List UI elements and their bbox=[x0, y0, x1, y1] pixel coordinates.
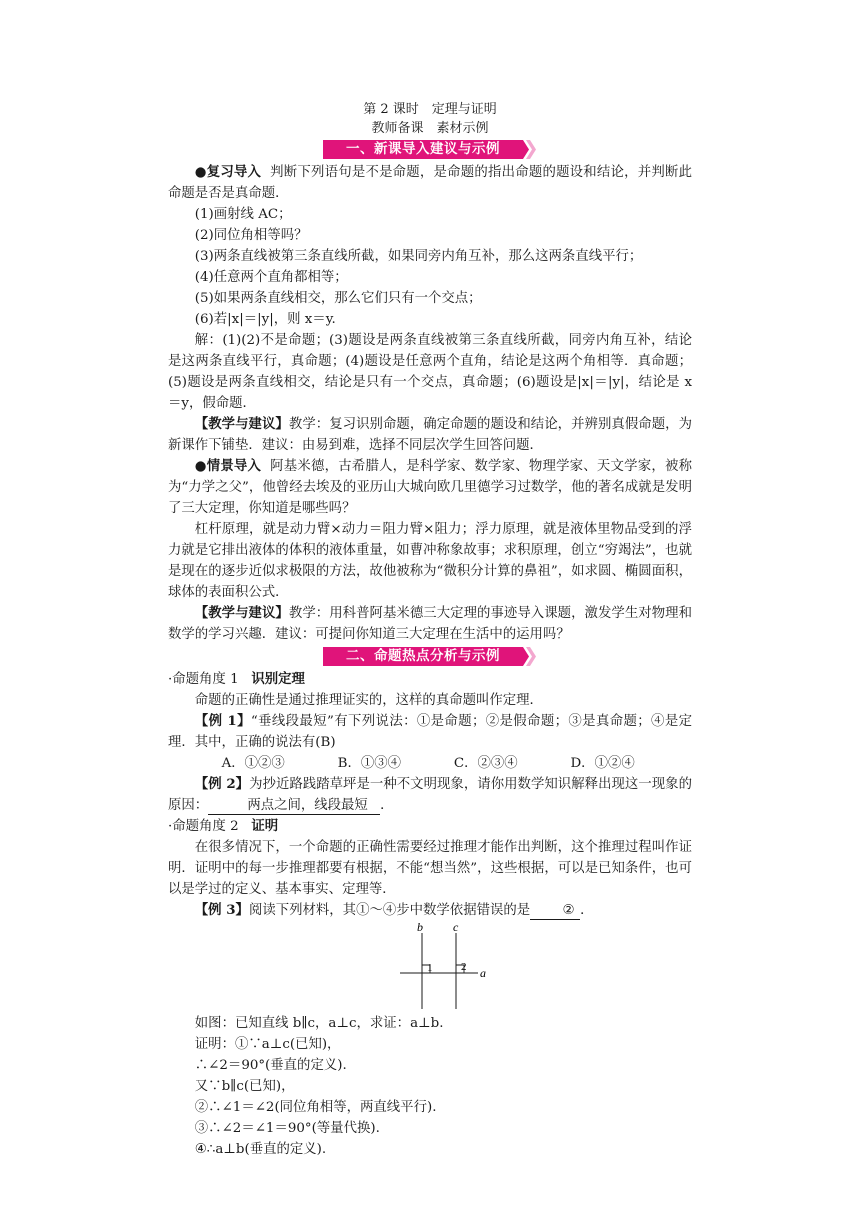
review-label: ●复习导入 bbox=[194, 164, 262, 180]
angle-2-title: 证明 bbox=[251, 818, 279, 834]
label-c: c bbox=[453, 921, 459, 934]
label-angle-1: 1 bbox=[427, 962, 433, 974]
scene-advice-label: 【教学与建议】 bbox=[194, 605, 289, 621]
geometry-figure bbox=[168, 921, 692, 1013]
scene-advice-text: 教学：用科普阿基米德三大定理的事迹导入课题，激发学生对物理和数学的学习兴趣．建议：可提问你知道三大定理在生活中的运用吗？ bbox=[168, 606, 693, 642]
proof-line-5: ③∴∠2＝∠1＝90°(等量代换). bbox=[194, 1121, 380, 1136]
proof-line-4: ②∴∠1＝∠2(同位角相等，两直线平行). bbox=[194, 1100, 437, 1115]
example-3-end: ． bbox=[580, 903, 594, 918]
review-advice-text: 教学：复习识别命题，确定命题的题设和结论，并辨别真假命题，为新课作下铺垫．建议：由易到难，选择不同层次学生回答问题． bbox=[168, 417, 693, 453]
proof-line-1: 证明：①∵a⊥c(已知)， bbox=[194, 1037, 341, 1052]
review-item-1: (1)画射线 AC； bbox=[194, 207, 292, 222]
scene-advice bbox=[168, 603, 692, 645]
option-a: A．①②③ bbox=[221, 756, 285, 771]
section-banner-2 bbox=[323, 647, 537, 666]
section-banner-1-text: 一、新课导入建议与示例 bbox=[346, 141, 500, 157]
angle-1-text: 命题的正确性是通过推理证实的，这样的真命题叫作定理． bbox=[194, 693, 543, 708]
example-2-text: 为抄近路践踏草坪是一种不文明现象，请你用数学知识解释出现这一现象的原因： bbox=[168, 777, 692, 813]
review-item-3: (3)两条直线被第三条直线所截，如果同旁内角互补，那么这两条直线平行； bbox=[194, 249, 643, 264]
proof-line-2: ∴∠2＝90°(垂直的定义). bbox=[194, 1058, 347, 1073]
scene-intro bbox=[168, 456, 692, 519]
angle-1-title: 识别定理 bbox=[251, 671, 305, 687]
option-c: C．②③④ bbox=[453, 756, 518, 771]
label-b: b bbox=[417, 921, 423, 934]
angle-1-prefix: ·命题角度 1 bbox=[168, 672, 239, 687]
section-banner-1 bbox=[323, 140, 537, 159]
section-banner-2-text: 二、命题热点分析与示例 bbox=[346, 648, 500, 664]
option-d: D．①②④ bbox=[570, 756, 635, 771]
example-1-text: “垂线段最短”有下列说法：①是命题；②是假命题；③是真命题；④是定理．其中，正确的说法有(B) bbox=[168, 714, 692, 750]
example-3-answer: ② bbox=[530, 902, 580, 920]
label-angle-2: 2 bbox=[461, 961, 467, 973]
review-intro bbox=[168, 162, 692, 204]
option-b: B．①③④ bbox=[337, 756, 402, 771]
label-a: a bbox=[480, 966, 486, 980]
example-3 bbox=[168, 900, 692, 921]
example-3-given: 如图：已知直线 b∥c，a⊥c，求证：a⊥b. bbox=[194, 1016, 444, 1031]
angle-2-text: 在很多情况下，一个命题的正确性需要经过推理才能作出判断，这个推理过程叫作证明．证明中的每一步推理都要有根据，不能“想当然”，这些根据，可以是已知条件，也可以是学过的定义、基本事实、定理等． bbox=[168, 840, 692, 897]
lesson-title: 第 2 课时 定理与证明 bbox=[363, 102, 497, 117]
scene-label: ●情景导入 bbox=[194, 458, 262, 474]
example-2-end: ． bbox=[380, 798, 394, 813]
example-1-options bbox=[168, 753, 692, 774]
review-item-6: (6)若|x|＝|y|，则 x＝y. bbox=[194, 312, 336, 327]
scene-text-2: 杠杆原理，就是动力臂×动力＝阻力臂×阻力；浮力原理，就是液体里物品受到的浮力就是它排出液体的体积的液体重量，如曹冲称象故事；求积原理，创立“穷竭法”，也就是现在的逐步近似求极限的方法，故他被称为“微积分计算的鼻祖”，如求圆、椭圆面积，球体的表面积公式． bbox=[168, 522, 692, 600]
example-2-label: 【例 2】 bbox=[194, 776, 250, 792]
angle-1-heading bbox=[168, 669, 692, 690]
example-3-label: 【例 3】 bbox=[194, 902, 249, 918]
proof-line-3: 又∵b∥c(已知)， bbox=[194, 1079, 295, 1094]
parallel-lines-diagram bbox=[400, 921, 500, 1013]
example-3-text: 阅读下列材料，其①～④步中数学依据错误的是 bbox=[248, 903, 531, 918]
review-item-2: (2)同位角相等吗？ bbox=[194, 228, 308, 243]
example-2-answer: 两点之间，线段最短 bbox=[208, 797, 380, 815]
review-item-4: (4)任意两个直角都相等； bbox=[194, 270, 348, 285]
review-solution: 解：(1)(2)不是命题；(3)题设是两条直线被第三条直线所截，同旁内角互补，结论是这两条直线平行，真命题；(4)题设是任意两个直角，结论是这两个角相等．真命题；(5)题设是两条直线相交，结论是只有一个交点，真命题；(6)题设是|x|＝|y|，结论是 x＝y，假命题． bbox=[168, 333, 692, 411]
review-advice-label: 【教学与建议】 bbox=[194, 416, 289, 432]
page-body bbox=[168, 100, 692, 1160]
review-advice bbox=[168, 414, 692, 456]
angle-2-heading bbox=[168, 816, 692, 837]
example-1-label: 【例 1】 bbox=[194, 713, 251, 729]
proof-line-6: ④∴a⊥b(垂直的定义). bbox=[194, 1142, 327, 1157]
angle-2-prefix: ·命题角度 2 bbox=[168, 819, 239, 834]
proof-block bbox=[168, 1013, 692, 1160]
review-item-5: (5)如果两条直线相交，那么它们只有一个交点； bbox=[194, 291, 482, 306]
scene-text-1: 阿基米德，古希腊人，是科学家、数学家、物理学家、天文学家，被称为“力学之父”，他曾经去埃及的亚历山大城向欧几里德学习过数学，他的著名成就是发明了三大定理，你知道是哪些吗？ bbox=[168, 459, 693, 516]
lesson-subtitle: 教师备课 素材示例 bbox=[371, 121, 489, 136]
example-1 bbox=[168, 711, 692, 753]
example-2 bbox=[168, 774, 692, 816]
review-intro-text: 判断下列语句是不是命题，是命题的指出命题的题设和结论，并判断此命题是否是真命题． bbox=[168, 165, 693, 201]
